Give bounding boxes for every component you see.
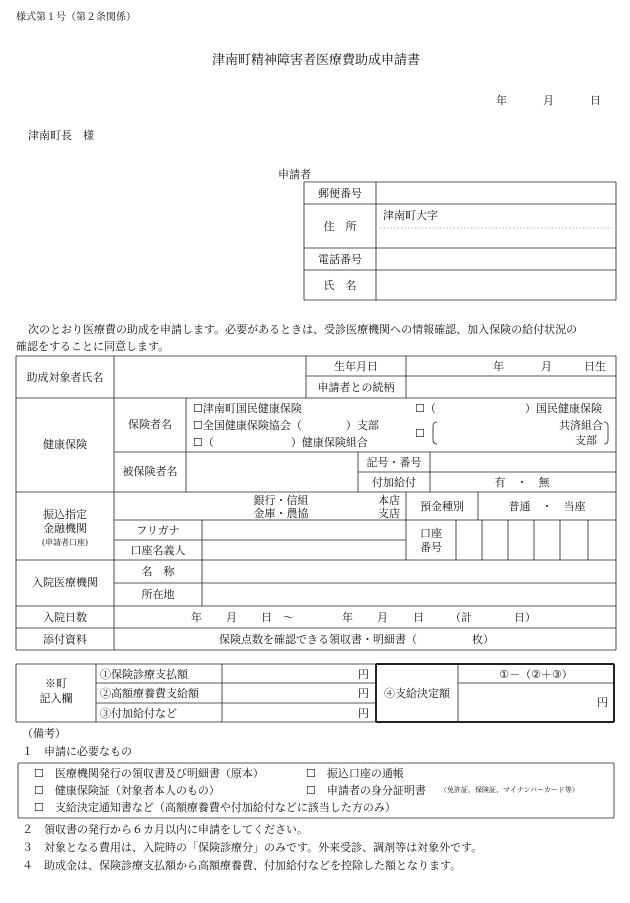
yen-unit-2: 円 <box>358 687 369 700</box>
date-day-label: 日 <box>590 94 601 107</box>
check-receipt[interactable]: ☐ 医療機関発行の領収書及び明細書（原本） <box>34 767 264 780</box>
office-use-label-line2: 記入欄 <box>39 692 73 705</box>
mutual-aid-branch-label: 支部 <box>575 434 597 447</box>
check-passbook[interactable]: ☐ 振込口座の通帳 <box>306 767 404 780</box>
account-number-label-line2: 番号 <box>420 541 442 554</box>
hospital-address-label: 所在地 <box>141 588 175 601</box>
check-decision-notice[interactable]: ☐ 支給決定通知書など（高額療養費や付加給付などに該当した方のみ） <box>34 801 396 814</box>
addressee: 津南町長 様 <box>28 129 94 142</box>
birth-month-label: 月 <box>541 360 552 373</box>
stay-days-label: 入院日数 <box>43 611 87 624</box>
account-holder-label: 口座名義人 <box>130 544 186 557</box>
option-tsunan-national-insurance[interactable]: ☐津南町国民健康保険 <box>193 402 302 415</box>
symbol-number-field[interactable] <box>436 455 610 469</box>
date-month-label: 月 <box>543 94 554 107</box>
decision-yen-unit: 円 <box>597 696 608 709</box>
stay-start-day: 日 ～ <box>261 611 294 624</box>
insured-name-field[interactable] <box>192 456 352 488</box>
check-applicant-id[interactable]: ☐ 申請者の身分証明書 <box>306 784 426 797</box>
applicant-name-field[interactable] <box>386 278 608 294</box>
symbol-number-label: 記号・番号 <box>366 456 422 469</box>
high-cost-benefit-label: ②高額療養費支給額 <box>100 687 199 700</box>
date-year-label: 年 <box>496 94 507 107</box>
subject-name-label: 助成対象者氏名 <box>26 371 104 384</box>
option-mutual-aid[interactable]: ☐ <box>415 427 425 440</box>
relation-label: 申請者との続柄 <box>317 381 395 394</box>
subject-name-field[interactable] <box>120 360 300 394</box>
hospital-name-label: 名 称 <box>141 565 175 578</box>
decision-amount-label: ④支給決定額 <box>384 687 450 700</box>
office-use-label-line1: ※町 <box>45 677 67 690</box>
notes-item-1: １ 申請に必要なもの <box>22 745 132 758</box>
applicant-name-label: 氏 名 <box>323 279 357 292</box>
notes-item-2: ２ 領収書の発行から６カ月以内に申請をしてください。 <box>22 823 308 836</box>
furigana-label: フリガナ <box>136 524 180 537</box>
insurer-name-label: 保険者名 <box>128 418 172 431</box>
yen-unit-1: 円 <box>358 668 369 681</box>
deposit-type-label: 預金種別 <box>420 500 464 513</box>
option-national-insurance[interactable]: ☐（ <box>415 402 436 415</box>
birth-day-label: 日生 <box>584 360 606 373</box>
applicant-id-examples: （免許証、保険証、マイナンバーカード等） <box>440 786 579 794</box>
yen-unit-3: 円 <box>358 707 369 720</box>
supplement-benefit-label: 付加給付 <box>372 476 416 489</box>
bank-types-line2: 金庫・農協 <box>253 507 309 520</box>
mutual-aid-label: 共済組合 <box>559 419 603 432</box>
check-insurance-card[interactable]: ☐ 健康保険証（対象者本人のもの） <box>34 784 220 797</box>
stay-total-close: 日） <box>514 611 536 624</box>
phone-label: 電話番号 <box>318 253 362 266</box>
stay-total-open: （計 <box>450 611 472 624</box>
birth-date-label: 生年月日 <box>334 360 378 373</box>
phone-field[interactable] <box>386 253 608 267</box>
stay-end-day: 日 <box>413 611 424 624</box>
relation-field[interactable] <box>412 380 610 394</box>
bank-label-line1: 振込指定 <box>43 508 87 521</box>
account-holder-field[interactable] <box>208 543 400 557</box>
supplement-etc-label: ③付加給付など <box>100 707 177 720</box>
form-title: 津南町精神障害者医療費助成申請書 <box>211 53 421 68</box>
stay-start-month: 月 <box>226 611 237 624</box>
stay-start-year: 年 <box>191 611 202 624</box>
branch-types-line2: 支店 <box>378 507 400 520</box>
account-number-label-line1: 口座 <box>420 527 442 540</box>
deposit-type-choice[interactable]: 普通 ・ 当座 <box>508 500 586 513</box>
notes-heading: （備考） <box>22 727 66 740</box>
account-number-digit-cells[interactable] <box>458 522 614 558</box>
hospital-address-field[interactable] <box>208 587 610 603</box>
notes-item-3: ３ 対象となる費用は、入院時の「保険診療分」のみです。外来受診、調剤等は対象外です。 <box>22 841 483 854</box>
insured-payment-label: ①保険診療支払額 <box>100 668 188 681</box>
applicant-label: 申請者 <box>278 168 311 181</box>
bank-types-line1: 銀行・信組 <box>253 494 309 507</box>
hospital-name-field[interactable] <box>208 564 610 580</box>
insured-name-label: 被保険者名 <box>122 465 178 478</box>
postal-code-field[interactable] <box>386 187 608 201</box>
postal-code-label: 郵便番号 <box>318 187 362 200</box>
supplement-benefit-choice[interactable]: 有 ・ 無 <box>494 476 550 489</box>
bank-label-line2: 金融機関 <box>43 522 87 535</box>
address-field[interactable]: 津南町大字 <box>383 209 438 222</box>
address-label: 住 所 <box>323 220 357 233</box>
attachments-label: 添付資料 <box>43 633 87 646</box>
attachments-text: 保険点数を確認できる領収書・明細書（ 枚） <box>219 633 494 646</box>
bank-label-sub: (申請者口座) <box>41 538 89 547</box>
form-number: 様式第１号（第２条関係） <box>16 12 136 23</box>
consent-text-line2: 確認をすることに同意します。 <box>16 340 170 353</box>
hospital-label: 入院医療機関 <box>32 576 98 589</box>
decision-formula: ①－（②＋③） <box>499 668 573 681</box>
birth-year-label: 年 <box>493 360 504 373</box>
branch-types-line1: 本店 <box>378 494 400 507</box>
option-health-union[interactable]: ☐（ ）健康保険組合 <box>193 436 368 449</box>
furigana-field[interactable] <box>208 523 400 537</box>
stay-end-month: 月 <box>377 611 388 624</box>
national-insurance-suffix: ）国民健康保険 <box>525 402 602 415</box>
notes-item-4: ４ 助成金は、保険診療支払額から高額療養費、付加給付などを控除した額となります。 <box>22 859 462 872</box>
option-kyokai-kenpo[interactable]: ☐全国健康保険協会（ ）支部 <box>193 419 379 432</box>
consent-text-line1: 次のとおり医療費の助成を申請します。必要があるときは、受診医療機関への情報確認、加入保険の給付状況の <box>28 323 578 336</box>
stay-end-year: 年 <box>342 611 353 624</box>
health-insurance-label: 健康保険 <box>43 438 87 451</box>
